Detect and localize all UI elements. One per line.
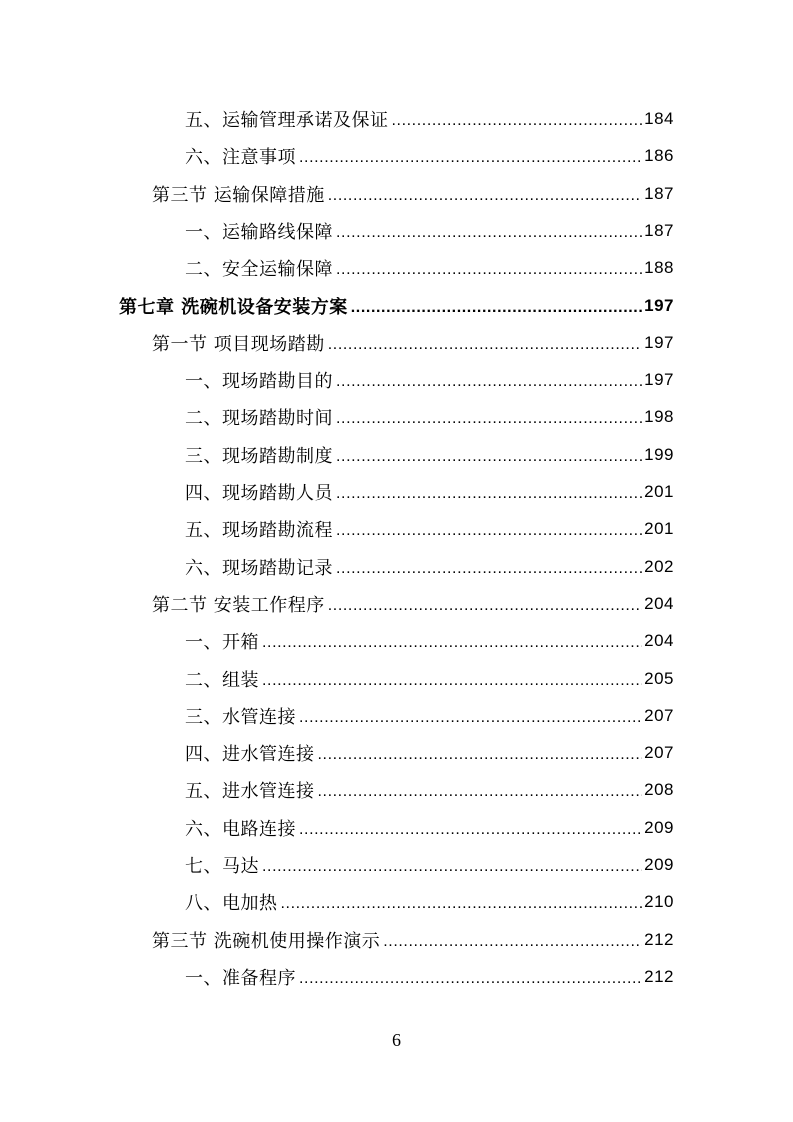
toc-entry-label: 一、现场踏勘目的 <box>185 371 333 393</box>
toc-dot-leader <box>336 482 642 502</box>
toc-item-entry[interactable] <box>185 735 674 772</box>
toc-entry-page: 212 <box>644 929 674 949</box>
toc-item-entry[interactable] <box>185 623 674 660</box>
toc-section-entry[interactable] <box>152 585 674 622</box>
toc-entry-page: 186 <box>644 146 674 166</box>
toc-dot-leader <box>299 967 642 987</box>
toc-item-entry[interactable] <box>185 958 674 995</box>
toc-dot-leader <box>299 146 642 166</box>
toc-entry-page: 187 <box>644 220 674 240</box>
toc-entry-page: 201 <box>644 482 674 501</box>
toc-entry-label: 四、进水管连接 <box>185 744 315 766</box>
toc-entry-label: 第三节 洗碗机使用操作演示 <box>152 930 381 952</box>
toc-dot-leader <box>262 631 642 651</box>
toc-entry-page: 207 <box>644 705 674 725</box>
toc-entry-label: 五、运输管理承诺及保证 <box>185 110 389 131</box>
toc-entry-label: 七、马达 <box>185 856 259 877</box>
toc-entry-page: 209 <box>644 817 674 837</box>
toc-entry-page: 188 <box>644 258 674 278</box>
toc-entry-page: 197 <box>644 332 674 352</box>
toc-dot-leader <box>336 407 642 427</box>
toc-item-entry[interactable] <box>185 474 674 511</box>
toc-section-entry[interactable] <box>152 324 674 361</box>
toc-entry-label: 一、运输路线保障 <box>185 221 333 243</box>
toc-entry-page: 204 <box>644 593 674 613</box>
toc-dot-leader <box>336 221 642 241</box>
toc-dot-leader <box>328 333 642 353</box>
toc-entry-page: 197 <box>644 295 674 315</box>
toc-entry-page: 205 <box>644 668 674 688</box>
page-number: 6 <box>392 1030 401 1050</box>
toc-item-entry[interactable] <box>185 884 674 921</box>
toc-item-entry[interactable] <box>185 697 674 734</box>
toc-item-entry[interactable] <box>185 772 674 809</box>
toc-entry-label: 三、水管连接 <box>185 706 296 728</box>
toc-item-entry[interactable] <box>185 847 674 884</box>
toc-chapter-entry[interactable] <box>119 287 674 324</box>
toc-entry-page: 202 <box>644 556 674 576</box>
toc-entry-page: 204 <box>644 631 674 651</box>
toc-entry-label: 二、现场踏勘时间 <box>185 408 333 430</box>
toc-item-entry[interactable] <box>185 548 674 585</box>
toc-dot-leader <box>383 930 642 950</box>
toc-dot-leader <box>281 892 643 912</box>
toc-entry-label: 六、现场踏勘记录 <box>185 557 333 579</box>
toc-dot-leader <box>328 594 642 614</box>
toc-entry-page: 208 <box>644 780 674 800</box>
toc-dot-leader <box>336 519 642 539</box>
toc-entry-page: 197 <box>644 370 674 390</box>
toc-entry-label: 六、注意事项 <box>185 147 296 169</box>
toc-item-entry[interactable] <box>185 399 674 436</box>
toc-entry-label: 五、进水管连接 <box>185 781 315 803</box>
toc-dot-leader <box>262 855 642 875</box>
toc-dot-leader <box>336 557 642 577</box>
toc-entry-label: 二、组装 <box>185 669 259 691</box>
toc-dot-leader <box>336 370 642 390</box>
toc-item-entry[interactable] <box>185 212 674 249</box>
toc-entry-label: 四、现场踏勘人员 <box>185 483 333 504</box>
toc-entry-page: 198 <box>644 407 674 427</box>
toc-entry-label: 三、现场踏勘制度 <box>185 445 333 467</box>
toc-item-entry[interactable] <box>185 511 674 548</box>
toc-item-entry[interactable] <box>185 809 674 846</box>
toc-entry-page: 212 <box>644 966 674 986</box>
toc-section-entry[interactable] <box>152 921 674 958</box>
toc-dot-leader <box>262 669 642 689</box>
toc-entry-label: 一、准备程序 <box>185 967 296 989</box>
toc-entry-label: 第七章 洗碗机设备安装方案 <box>119 296 348 318</box>
toc-entry-label: 第三节 运输保障措施 <box>152 184 325 206</box>
toc-entry-page: 184 <box>644 109 674 128</box>
toc-item-entry[interactable] <box>185 362 674 399</box>
toc-dot-leader <box>299 706 642 726</box>
toc-entry-label: 八、电加热 <box>185 893 278 915</box>
toc-dot-leader <box>318 743 643 763</box>
toc-item-entry[interactable] <box>185 660 674 697</box>
toc-dot-leader <box>336 258 642 278</box>
toc-entry-page: 201 <box>644 519 674 539</box>
toc-item-entry[interactable] <box>185 436 674 473</box>
toc-entry-page: 207 <box>644 743 674 763</box>
toc-item-entry[interactable] <box>185 138 674 175</box>
toc-entry-page: 209 <box>644 855 674 874</box>
toc-dot-leader <box>336 445 642 465</box>
toc-entry-page: 199 <box>644 444 674 464</box>
toc-dot-leader <box>328 184 642 204</box>
toc-entry-label: 二、安全运输保障 <box>185 259 333 281</box>
toc-dot-leader <box>392 109 643 129</box>
toc-dot-leader <box>299 818 642 838</box>
toc-dot-leader <box>351 296 642 316</box>
toc-entry-label: 六、电路连接 <box>185 818 296 840</box>
toc-entry-label: 第二节 安装工作程序 <box>152 594 325 616</box>
toc-entry-label: 第一节 项目现场踏勘 <box>152 333 325 355</box>
toc-entry-page: 210 <box>644 892 674 912</box>
toc-item-entry[interactable] <box>185 250 674 287</box>
toc-section-entry[interactable] <box>152 175 674 212</box>
toc-entry-page: 187 <box>644 183 674 203</box>
toc-dot-leader <box>318 780 643 800</box>
toc-item-entry[interactable] <box>185 101 674 138</box>
toc-entry-label: 五、现场踏勘流程 <box>185 520 333 542</box>
toc-entry-label: 一、开箱 <box>185 632 259 654</box>
